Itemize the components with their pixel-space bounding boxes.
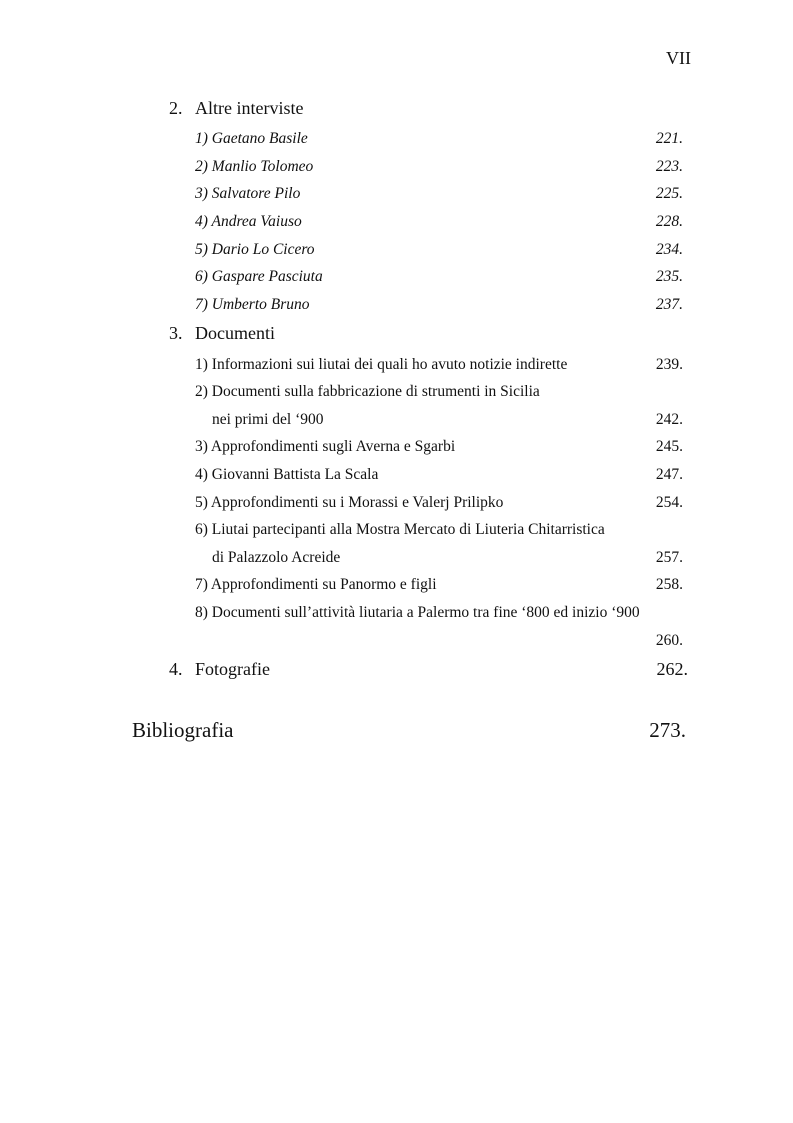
page-number: VII <box>666 48 691 68</box>
section-3-number: 3. <box>169 323 183 343</box>
toc-page-pasciuta: 235. <box>655 268 683 285</box>
toc-entry-bruno: 7) Umberto Bruno <box>195 296 310 313</box>
toc-entry-doc-5: 5) Approfondimenti su i Morassi e Valerj Prilipko <box>195 494 504 511</box>
toc-page-doc-4: 247. <box>655 466 683 483</box>
toc-entry-doc-8: 8) Documenti sull’attività liutaria a Palermo tra fine ‘800 ed inizio ‘900 <box>195 604 640 621</box>
toc-page-tolomeo: 223. <box>655 158 683 175</box>
toc-page-basile: 221. <box>655 130 683 147</box>
section-4-number: 4. <box>169 659 183 679</box>
toc-entry-doc-6: 6) Liutai partecipanti alla Mostra Mercato di Liuteria Chitarristica <box>195 521 605 538</box>
toc-entry-locicero: 5) Dario Lo Cicero <box>195 241 315 258</box>
section-4-title: Fotografie <box>195 659 270 679</box>
toc-entry-doc-2: 2) Documenti sulla fabbricazione di strumenti in Sicilia <box>195 383 540 400</box>
toc-entry-tolomeo: 2) Manlio Tolomeo <box>195 158 314 175</box>
section-2-number: 2. <box>169 98 183 118</box>
toc-page-vaiuso: 228. <box>655 213 683 230</box>
toc-entry-doc-6-continued: di Palazzolo Acreide <box>212 549 341 566</box>
toc-page-pilo: 225. <box>655 185 683 202</box>
toc-page-doc-5: 254. <box>655 494 683 511</box>
toc-page-doc-3: 245. <box>655 438 683 455</box>
toc-page-locicero: 234. <box>655 241 683 258</box>
toc-entry-doc-1: 1) Informazioni sui liutai dei quali ho avuto notizie indirette <box>195 356 568 373</box>
toc-entry-doc-2-continued: nei primi del ‘900 <box>212 411 324 428</box>
toc-entry-pasciuta: 6) Gaspare Pasciuta <box>195 268 323 285</box>
toc-entry-doc-3: 3) Approfondimenti sugli Averna e Sgarbi <box>195 438 456 455</box>
toc-page-doc-6: 257. <box>655 549 683 566</box>
section-2-title: Altre interviste <box>195 98 304 118</box>
toc-page-doc-1: 239. <box>655 356 683 373</box>
toc-entry-vaiuso: 4) Andrea Vaiuso <box>195 213 302 230</box>
toc-entry-doc-4: 4) Giovanni Battista La Scala <box>195 466 379 483</box>
toc-entry-doc-7: 7) Approfondimenti su Panormo e figli <box>195 576 437 593</box>
section-3-title: Documenti <box>195 323 275 343</box>
bibliography-title: Bibliografia <box>132 718 234 742</box>
toc-page-doc-2: 242. <box>655 411 683 428</box>
toc-page-bruno: 237. <box>655 296 683 313</box>
toc-entry-pilo: 3) Salvatore Pilo <box>195 185 301 202</box>
toc-entry-basile: 1) Gaetano Basile <box>195 130 308 147</box>
section-4-page: 262. <box>656 659 688 679</box>
toc-page-doc-8: 260. <box>655 632 683 649</box>
toc-page-doc-7: 258. <box>655 576 683 593</box>
bibliography-page: 273. <box>649 718 686 742</box>
